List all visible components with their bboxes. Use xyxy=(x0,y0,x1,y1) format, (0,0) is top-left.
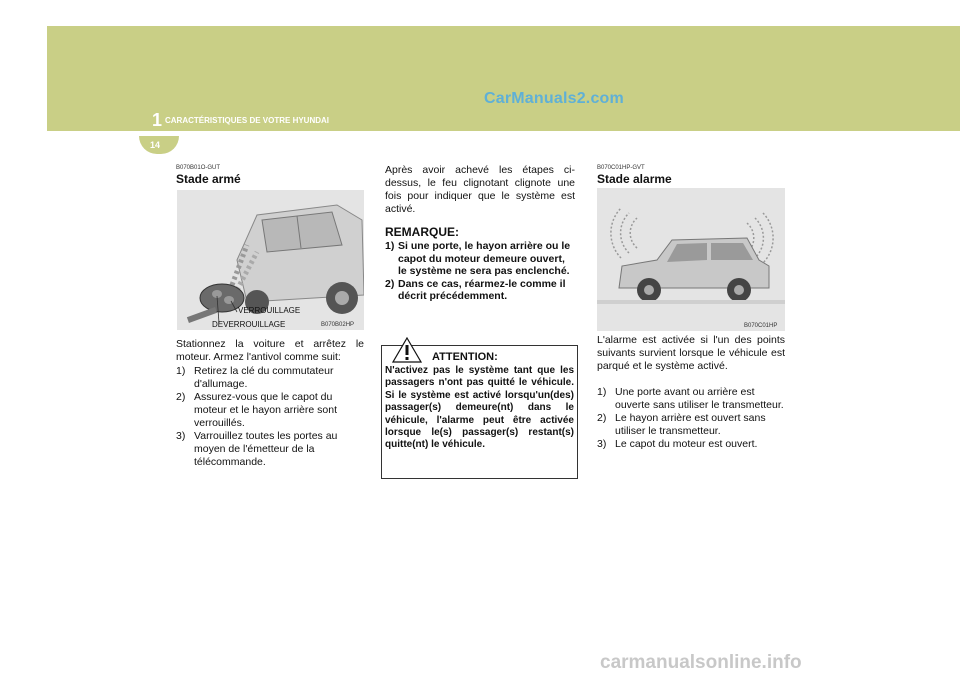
image-code: B070C01HP xyxy=(744,323,778,329)
lock-label: VERROUILLAGE xyxy=(238,306,301,315)
middle-intro: Après avoir achevé les étapes ci-dessus, le feu clignotant clignote une fois pour indiquer que le système est activé. xyxy=(385,164,575,215)
list-item xyxy=(385,278,575,303)
item-text: Le hayon arrière est ouvert sans utiliser le transmetteur. xyxy=(615,412,766,437)
attention-title: ATTENTION: xyxy=(432,351,498,363)
armed-steps xyxy=(176,365,364,469)
list-item xyxy=(597,438,785,451)
section-code: B070C01HP-GVT xyxy=(597,165,645,171)
item-number: 1) xyxy=(385,240,395,252)
attention-body: N'activez pas le système tant que les passagers n'ont pas quitté le véhicule. Si le système est activé lorsqu'un(des) passager(s) demeure(nt) dans le véhicule, l'alarme peut être activée lorsque le(s) passager(s) restant(s) quitte(nt) le véhicule. xyxy=(385,365,574,451)
item-text: Le capot du moteur est ouvert. xyxy=(615,438,758,450)
list-item xyxy=(176,391,364,430)
alarm-intro: L'alarme est activée si l'un des points suivants survient lorsque le véhicule est parqué et le système activé. xyxy=(597,334,785,372)
item-number: 3) xyxy=(176,430,186,442)
item-text: Une porte avant ou arrière est ouverte sans utiliser le transmetteur. xyxy=(615,386,784,411)
item-number: 1) xyxy=(597,386,607,398)
item-number: 2) xyxy=(385,277,395,290)
list-item xyxy=(176,365,364,391)
bottom-watermark[interactable]: carmanualsonline.info xyxy=(600,652,802,673)
image-code: B070B02HP xyxy=(321,322,355,328)
remark-title: REMARQUE: xyxy=(385,225,459,239)
list-item xyxy=(597,412,785,438)
list-item xyxy=(385,240,575,278)
list-item xyxy=(597,386,785,412)
item-number: 2) xyxy=(176,391,186,403)
armed-intro: Stationnez la voiture et arrêtez le moteur. Armez l'antivol comme suit: xyxy=(176,338,364,363)
warning-icon xyxy=(392,337,422,363)
remark-list xyxy=(385,240,575,303)
section-heading: Stade armé xyxy=(176,172,241,186)
alarm-stage-illustration xyxy=(597,188,785,331)
item-number: 3) xyxy=(597,438,607,450)
item-text: Varrouillez toutes les portes au moyen de l'émetteur de la télécommande. xyxy=(194,430,338,468)
item-text: Si une porte, le hayon arrière ou le capot du moteur demeure ouvert, le système ne sera pas enclenché. xyxy=(398,240,571,277)
chapter-title: CARACTÉRISTIQUES DE VOTRE HYUNDAI xyxy=(165,116,330,125)
section-code: B070B01O-GUT xyxy=(176,165,221,171)
item-number: 2) xyxy=(597,412,607,424)
page-number: 14 xyxy=(150,140,161,150)
top-watermark[interactable]: CarManuals2.com xyxy=(484,90,624,107)
unlock-label: DEVERROUILLAGE xyxy=(212,320,286,329)
item-number: 1) xyxy=(176,365,186,377)
item-text: Assurez-vous que le capot du moteur et le hayon arrière sont verrouillés. xyxy=(194,391,337,429)
chapter-number: 1 xyxy=(152,110,163,130)
alarm-conditions xyxy=(597,386,785,451)
item-text: Retirez la clé du commutateur d'allumage. xyxy=(194,365,334,390)
section-heading: Stade alarme xyxy=(597,172,672,186)
list-item xyxy=(176,430,364,469)
item-text: Dans ce cas, réarmez-le comme il décrit précédemment. xyxy=(398,277,566,302)
suv-alarm-illustration xyxy=(597,188,785,331)
